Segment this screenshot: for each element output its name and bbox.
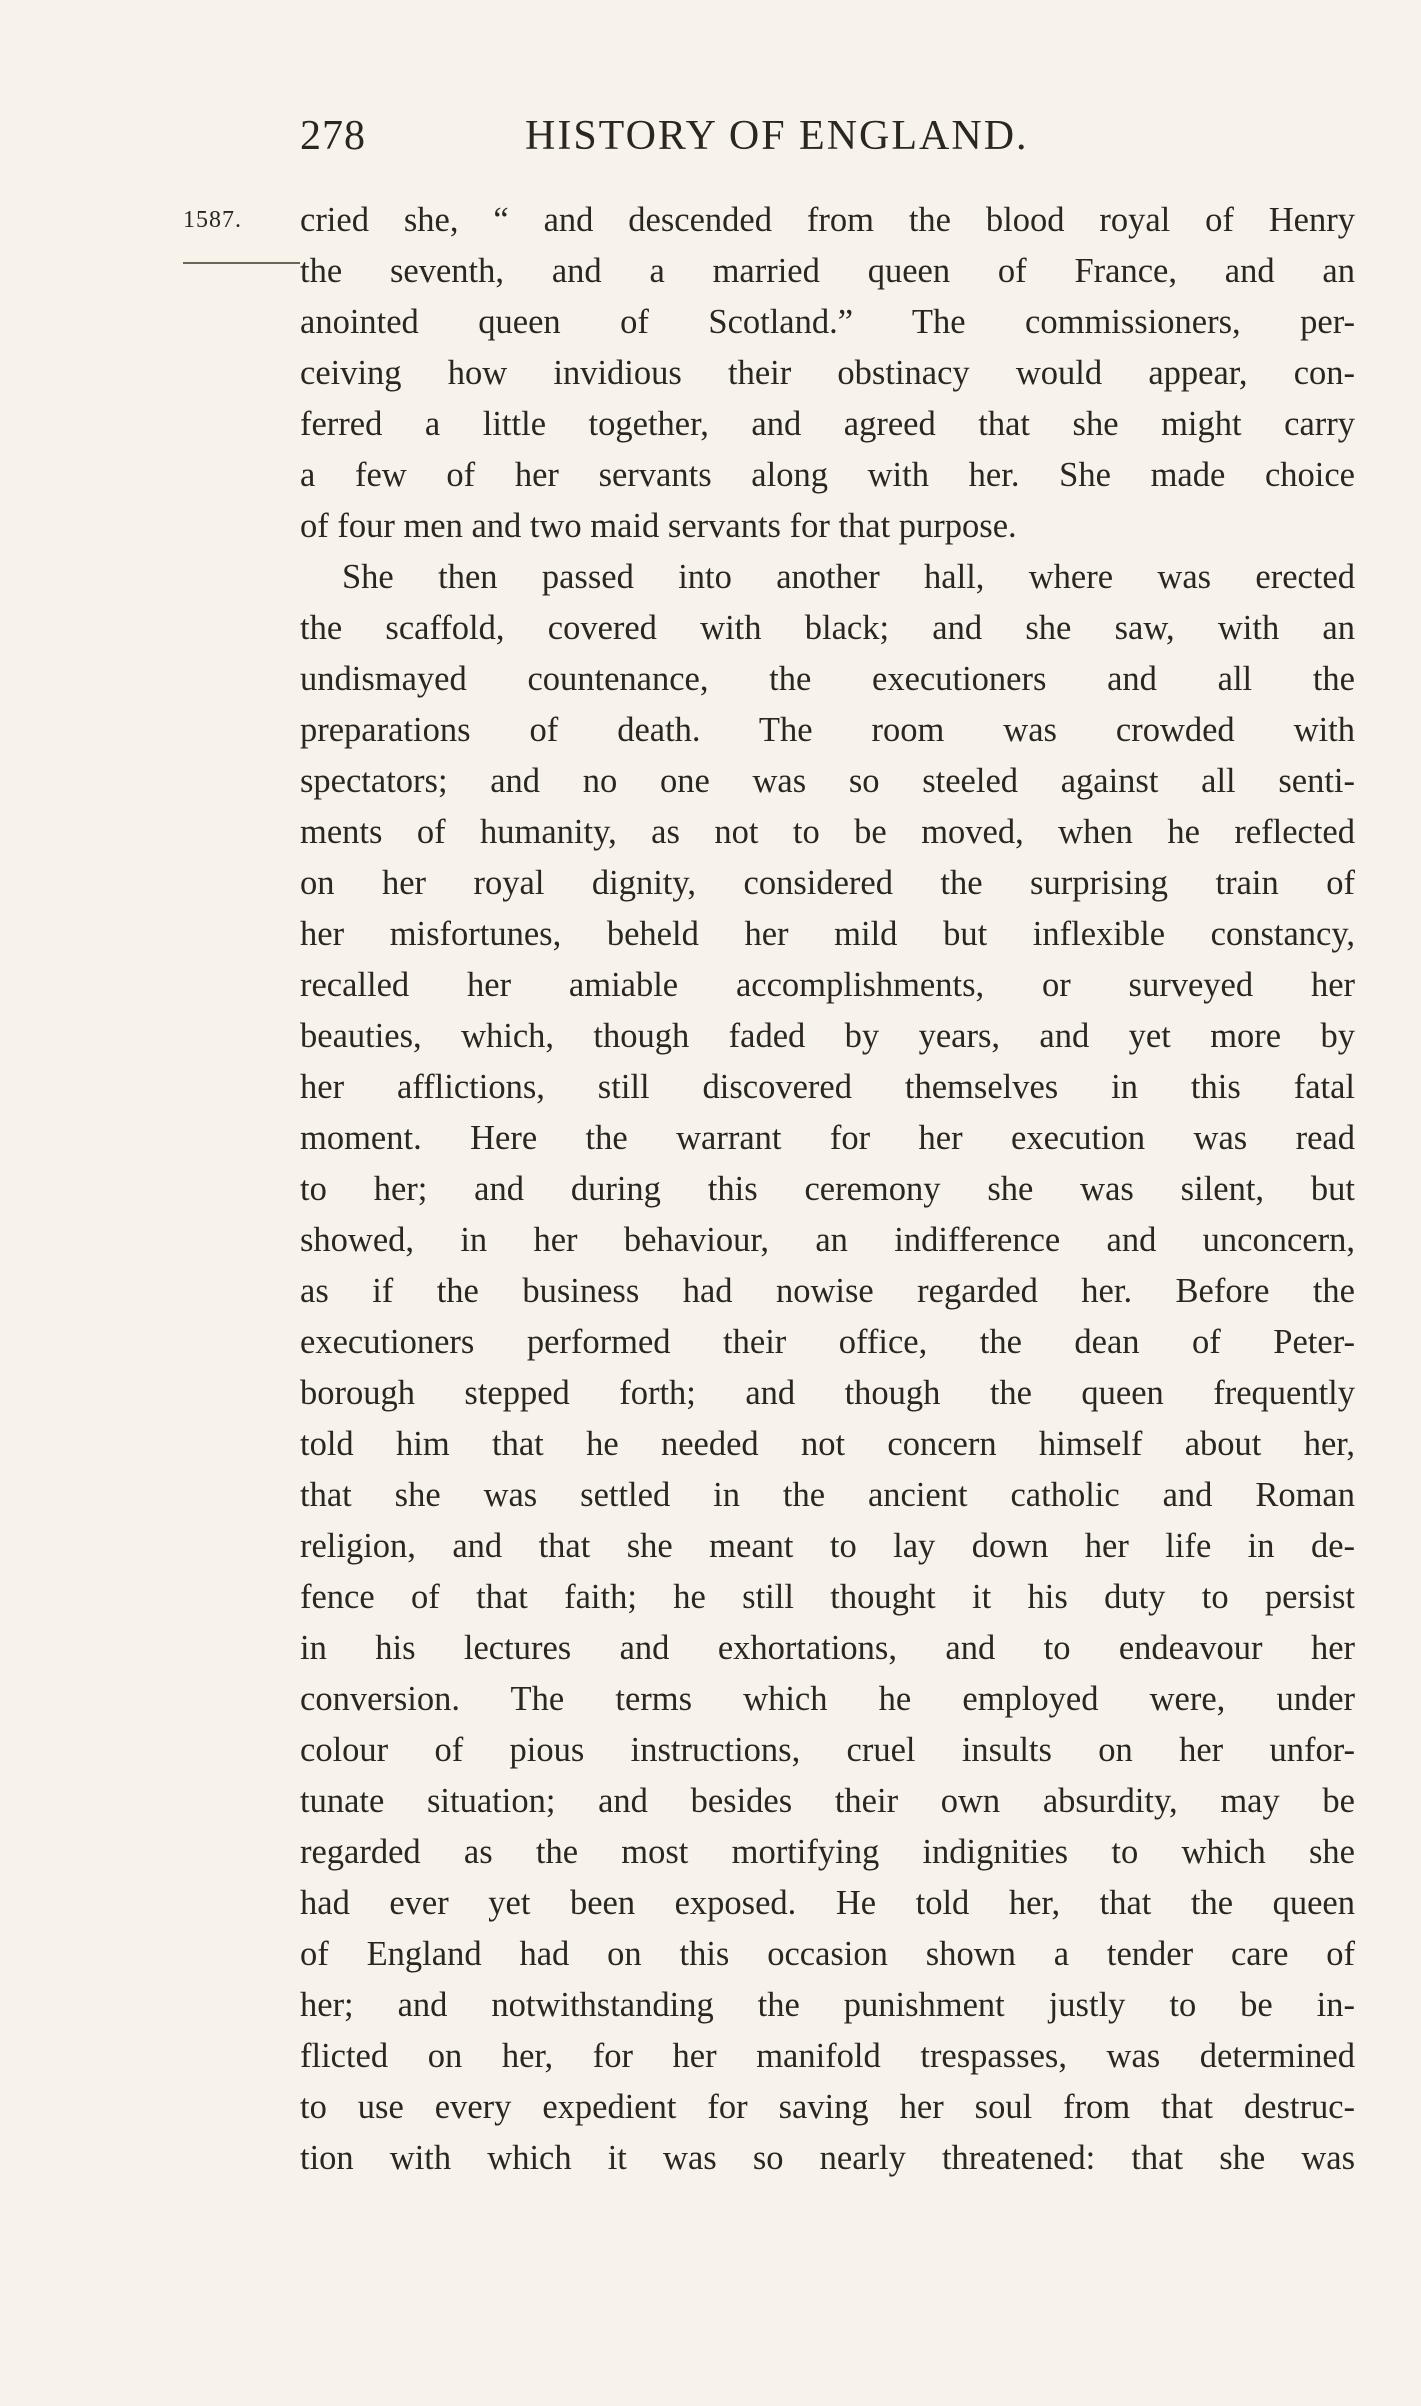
text-line: the seventh, and a married queen of France, and an (300, 252, 1355, 290)
text-line: tion with which it was so nearly threatened: that she was (300, 2139, 1355, 2177)
text-line: moment. Here the warrant for her execution was read (300, 1119, 1355, 1157)
text-line: her afflictions, still discovered themselves in this fatal (300, 1068, 1355, 1106)
text-line: anointed queen of Scotland.” The commissioners, per- (300, 303, 1355, 341)
text-line: showed, in her behaviour, an indifference and unconcern, (300, 1221, 1355, 1259)
text-line: to use every expedient for saving her soul from that destruc- (300, 2088, 1355, 2126)
page-number: 278 (300, 113, 366, 159)
text-line: undismayed countenance, the executioners and all the (300, 660, 1355, 698)
text-line: a few of her servants along with her. She made choice (300, 456, 1355, 494)
text-line: flicted on her, for her manifold trespasses, was determined (300, 2037, 1355, 2075)
margin-year-note: 1587. (183, 207, 242, 233)
text-line: She then passed into another hall, where was erected (342, 558, 1355, 596)
body-text (300, 195, 1355, 2184)
text-line: that she was settled in the ancient catholic and Roman (300, 1476, 1355, 1514)
text-line: colour of pious instructions, cruel insults on her unfor- (300, 1731, 1355, 1769)
text-line: beauties, which, though faded by years, and yet more by (300, 1017, 1355, 1055)
text-line: ferred a little together, and agreed that she might carry (300, 405, 1355, 443)
text-line: spectators; and no one was so steeled against all senti- (300, 762, 1355, 800)
text-line: her misfortunes, beheld her mild but inflexible constancy, (300, 915, 1355, 953)
text-line: preparations of death. The room was crowded with (300, 711, 1355, 749)
text-line: had ever yet been exposed. He told her, that the queen (300, 1884, 1355, 1922)
text-line: borough stepped forth; and though the queen frequently (300, 1374, 1355, 1412)
margin-rule (183, 262, 300, 264)
text-line: of England had on this occasion shown a tender care of (300, 1935, 1355, 1973)
text-line: regarded as the most mortifying indignities to which she (300, 1833, 1355, 1871)
text-line: cried she, “ and descended from the blood royal of Henry (300, 201, 1355, 239)
text-line: as if the business had nowise regarded her. Before the (300, 1272, 1355, 1310)
text-line: conversion. The terms which he employed were, under (300, 1680, 1355, 1718)
text-line: on her royal dignity, considered the surprising train of (300, 864, 1355, 902)
text-line: fence of that faith; he still thought it his duty to persist (300, 1578, 1355, 1616)
text-line: to her; and during this ceremony she was silent, but (300, 1170, 1355, 1208)
text-line: the scaffold, covered with black; and she saw, with an (300, 609, 1355, 647)
text-line: of four men and two maid servants for that purpose. (300, 507, 1017, 545)
text-line: in his lectures and exhortations, and to endeavour her (300, 1629, 1355, 1667)
text-line: tunate situation; and besides their own absurdity, may be (300, 1782, 1355, 1820)
text-line: executioners performed their office, the dean of Peter- (300, 1323, 1355, 1361)
text-line: her; and notwithstanding the punishment justly to be in- (300, 1986, 1355, 2024)
text-line: told him that he needed not concern himself about her, (300, 1425, 1355, 1463)
text-line: ments of humanity, as not to be moved, when he reflected (300, 813, 1355, 851)
text-line: religion, and that she meant to lay down her life in de- (300, 1527, 1355, 1565)
running-title: HISTORY OF ENGLAND. (525, 113, 1029, 159)
text-line: recalled her amiable accomplishments, or surveyed her (300, 966, 1355, 1004)
text-line: ceiving how invidious their obstinacy would appear, con- (300, 354, 1355, 392)
page-header (300, 112, 1355, 172)
